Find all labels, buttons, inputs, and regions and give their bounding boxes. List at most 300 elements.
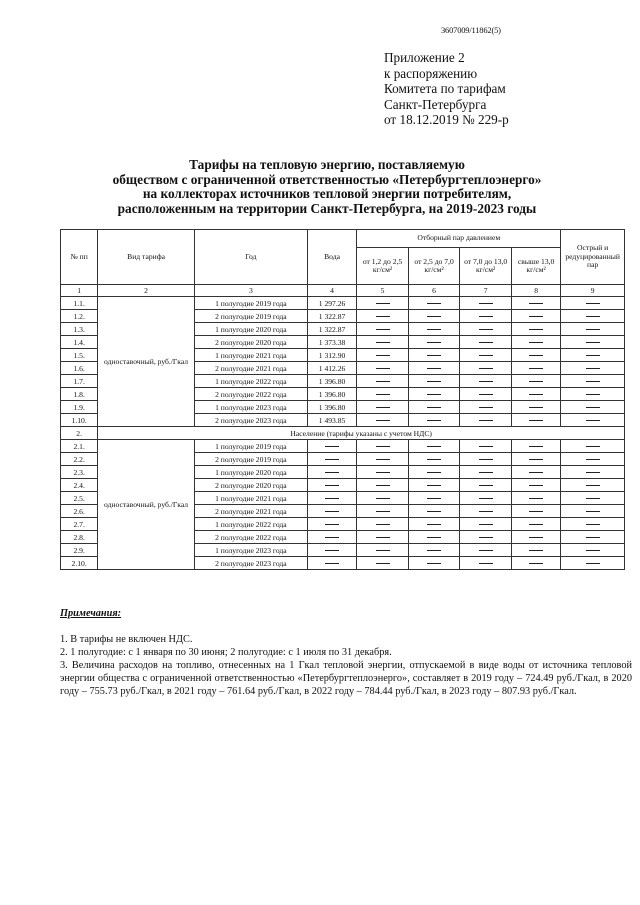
dash-mark bbox=[427, 459, 441, 460]
dash-mark bbox=[427, 342, 441, 343]
dash-mark bbox=[376, 472, 390, 473]
dash-mark bbox=[325, 446, 339, 447]
empty-value-cell bbox=[307, 518, 356, 531]
dash-mark bbox=[325, 498, 339, 499]
dash-mark bbox=[529, 394, 543, 395]
dash-mark bbox=[325, 550, 339, 551]
empty-value-cell bbox=[460, 362, 512, 375]
dash-mark bbox=[479, 303, 493, 304]
dash-mark bbox=[586, 563, 600, 564]
empty-value-cell bbox=[460, 401, 512, 414]
empty-value-cell bbox=[408, 297, 460, 310]
dash-mark bbox=[479, 420, 493, 421]
dash-mark bbox=[479, 485, 493, 486]
period-cell: 2 полугодие 2020 года bbox=[194, 336, 307, 349]
dash-mark bbox=[586, 394, 600, 395]
dash-mark bbox=[376, 381, 390, 382]
title-line: расположенным на территории Санкт-Петербурга, на 2019-2023 годы bbox=[117, 200, 537, 216]
empty-value-cell bbox=[408, 505, 460, 518]
dash-mark bbox=[479, 511, 493, 512]
empty-value-cell bbox=[408, 479, 460, 492]
period-cell: 1 полугодие 2023 года bbox=[194, 401, 307, 414]
dash-mark bbox=[376, 316, 390, 317]
empty-value-cell bbox=[307, 479, 356, 492]
section-label: Население (тарифы указаны с учетом НДС) bbox=[98, 427, 625, 440]
header-steam-group: Отборный пар давлением bbox=[357, 230, 561, 248]
dash-mark bbox=[427, 355, 441, 356]
dash-mark bbox=[325, 485, 339, 486]
empty-value-cell bbox=[561, 310, 625, 323]
dash-mark bbox=[529, 563, 543, 564]
empty-value-cell bbox=[511, 479, 560, 492]
empty-value-cell bbox=[460, 453, 512, 466]
empty-value-cell bbox=[460, 544, 512, 557]
period-cell: 2 полугодие 2022 года bbox=[194, 388, 307, 401]
dash-mark bbox=[586, 550, 600, 551]
row-number: 1.5. bbox=[61, 349, 98, 362]
row-number: 2.6. bbox=[61, 505, 98, 518]
empty-value-cell bbox=[408, 492, 460, 505]
empty-value-cell bbox=[511, 349, 560, 362]
empty-value-cell bbox=[307, 531, 356, 544]
row-number: 1.2. bbox=[61, 310, 98, 323]
empty-value-cell bbox=[408, 544, 460, 557]
dash-mark bbox=[479, 498, 493, 499]
empty-value-cell bbox=[460, 531, 512, 544]
dash-mark bbox=[529, 381, 543, 382]
period-cell: 1 полугодие 2020 года bbox=[194, 323, 307, 336]
water-tariff-cell: 1 322.87 bbox=[307, 323, 356, 336]
title-line: Тарифы на тепловую энергию, поставляемую bbox=[189, 157, 465, 172]
row-number: 1.1. bbox=[61, 297, 98, 310]
column-number-row bbox=[61, 285, 625, 297]
section-number: 2. bbox=[61, 427, 98, 440]
column-number: 3 bbox=[194, 285, 307, 297]
column-number: 2 bbox=[98, 285, 195, 297]
empty-value-cell bbox=[307, 440, 356, 453]
column-number: 7 bbox=[460, 285, 512, 297]
empty-value-cell bbox=[561, 505, 625, 518]
tariff-type-cell: одноставочный, руб./Гкал bbox=[98, 297, 195, 427]
row-number: 2.7. bbox=[61, 518, 98, 531]
empty-value-cell bbox=[307, 544, 356, 557]
column-number: 1 bbox=[61, 285, 98, 297]
row-number: 2.10. bbox=[61, 557, 98, 570]
empty-value-cell bbox=[561, 557, 625, 570]
header-water: Вода bbox=[307, 230, 356, 285]
dash-mark bbox=[586, 511, 600, 512]
dash-mark bbox=[529, 342, 543, 343]
empty-value-cell bbox=[561, 531, 625, 544]
row-number: 1.4. bbox=[61, 336, 98, 349]
empty-value-cell bbox=[408, 414, 460, 427]
dash-mark bbox=[325, 524, 339, 525]
empty-value-cell bbox=[460, 505, 512, 518]
dash-mark bbox=[427, 303, 441, 304]
period-cell: 1 полугодие 2022 года bbox=[194, 518, 307, 531]
dash-mark bbox=[529, 524, 543, 525]
empty-value-cell bbox=[408, 323, 460, 336]
header-year: Год bbox=[194, 230, 307, 285]
empty-value-cell bbox=[561, 466, 625, 479]
dash-mark bbox=[325, 459, 339, 460]
appendix-block bbox=[384, 50, 509, 128]
empty-value-cell bbox=[460, 349, 512, 362]
water-tariff-cell: 1 322.87 bbox=[307, 310, 356, 323]
dash-mark bbox=[529, 511, 543, 512]
period-cell: 2 полугодие 2021 года bbox=[194, 505, 307, 518]
empty-value-cell bbox=[408, 401, 460, 414]
water-tariff-cell: 1 373.38 bbox=[307, 336, 356, 349]
dash-mark bbox=[529, 368, 543, 369]
empty-value-cell bbox=[307, 492, 356, 505]
empty-value-cell bbox=[408, 388, 460, 401]
dash-mark bbox=[376, 394, 390, 395]
appendix-line: Приложение 2 bbox=[384, 50, 465, 65]
dash-mark bbox=[427, 511, 441, 512]
empty-value-cell bbox=[408, 440, 460, 453]
empty-value-cell bbox=[561, 440, 625, 453]
empty-value-cell bbox=[511, 557, 560, 570]
dash-mark bbox=[376, 524, 390, 525]
dash-mark bbox=[586, 407, 600, 408]
empty-value-cell bbox=[511, 518, 560, 531]
dash-mark bbox=[586, 368, 600, 369]
dash-mark bbox=[376, 485, 390, 486]
empty-value-cell bbox=[357, 557, 409, 570]
empty-value-cell bbox=[511, 310, 560, 323]
empty-value-cell bbox=[307, 466, 356, 479]
empty-value-cell bbox=[408, 453, 460, 466]
dash-mark bbox=[479, 537, 493, 538]
document-id: 3607009/11862(5) bbox=[441, 25, 501, 35]
empty-value-cell bbox=[357, 297, 409, 310]
empty-value-cell bbox=[357, 479, 409, 492]
empty-value-cell bbox=[511, 401, 560, 414]
dash-mark bbox=[427, 563, 441, 564]
empty-value-cell bbox=[561, 323, 625, 336]
empty-value-cell bbox=[460, 479, 512, 492]
empty-value-cell bbox=[511, 466, 560, 479]
water-tariff-cell: 1 493.85 bbox=[307, 414, 356, 427]
empty-value-cell bbox=[460, 375, 512, 388]
water-tariff-cell: 1 396.80 bbox=[307, 401, 356, 414]
dash-mark bbox=[427, 446, 441, 447]
dash-mark bbox=[427, 368, 441, 369]
dash-mark bbox=[376, 511, 390, 512]
dash-mark bbox=[586, 329, 600, 330]
empty-value-cell bbox=[357, 544, 409, 557]
title-line: на коллекторах источников тепловой энергии потребителям, bbox=[142, 186, 512, 202]
row-number: 1.9. bbox=[61, 401, 98, 414]
dash-mark bbox=[529, 329, 543, 330]
dash-mark bbox=[427, 329, 441, 330]
water-tariff-cell: 1 312.90 bbox=[307, 349, 356, 362]
appendix-line: от 18.12.2019 № 229-р bbox=[384, 112, 509, 127]
dash-mark bbox=[427, 472, 441, 473]
empty-value-cell bbox=[511, 453, 560, 466]
empty-value-cell bbox=[561, 518, 625, 531]
dash-mark bbox=[479, 472, 493, 473]
period-cell: 1 полугодие 2020 года bbox=[194, 466, 307, 479]
empty-value-cell bbox=[357, 401, 409, 414]
empty-value-cell bbox=[357, 440, 409, 453]
table-row bbox=[61, 297, 625, 310]
row-number: 1.10. bbox=[61, 414, 98, 427]
dash-mark bbox=[325, 511, 339, 512]
dash-mark bbox=[479, 550, 493, 551]
dash-mark bbox=[479, 407, 493, 408]
column-number: 6 bbox=[408, 285, 460, 297]
period-cell: 1 полугодие 2021 года bbox=[194, 349, 307, 362]
dash-mark bbox=[427, 407, 441, 408]
tariff-type-cell: одноставочный, руб./Гкал bbox=[98, 440, 195, 570]
dash-mark bbox=[376, 498, 390, 499]
dash-mark bbox=[479, 563, 493, 564]
note-item: 2. 1 полугодие: с 1 января по 30 июня; 2 полугодие: с 1 июля по 31 декабря. bbox=[60, 647, 392, 658]
dash-mark bbox=[376, 537, 390, 538]
empty-value-cell bbox=[511, 414, 560, 427]
empty-value-cell bbox=[460, 518, 512, 531]
empty-value-cell bbox=[357, 531, 409, 544]
dash-mark bbox=[427, 316, 441, 317]
dash-mark bbox=[479, 524, 493, 525]
dash-mark bbox=[427, 485, 441, 486]
empty-value-cell bbox=[511, 323, 560, 336]
empty-value-cell bbox=[357, 414, 409, 427]
empty-value-cell bbox=[460, 557, 512, 570]
column-number: 5 bbox=[357, 285, 409, 297]
header-tariff-type: Вид тарифа bbox=[98, 230, 195, 285]
header-steam-2: от 2,5 до 7,0 кг/см² bbox=[408, 248, 460, 285]
dash-mark bbox=[529, 498, 543, 499]
dash-mark bbox=[586, 420, 600, 421]
dash-mark bbox=[529, 472, 543, 473]
dash-mark bbox=[479, 342, 493, 343]
dash-mark bbox=[479, 446, 493, 447]
row-number: 1.3. bbox=[61, 323, 98, 336]
empty-value-cell bbox=[511, 297, 560, 310]
row-number: 1.8. bbox=[61, 388, 98, 401]
empty-value-cell bbox=[357, 310, 409, 323]
period-cell: 2 полугодие 2019 года bbox=[194, 453, 307, 466]
empty-value-cell bbox=[511, 505, 560, 518]
row-number: 2.2. bbox=[61, 453, 98, 466]
row-number: 2.3. bbox=[61, 466, 98, 479]
empty-value-cell bbox=[511, 362, 560, 375]
period-cell: 1 полугодие 2019 года bbox=[194, 297, 307, 310]
empty-value-cell bbox=[561, 297, 625, 310]
dash-mark bbox=[529, 550, 543, 551]
dash-mark bbox=[529, 446, 543, 447]
empty-value-cell bbox=[357, 336, 409, 349]
dash-mark bbox=[427, 524, 441, 525]
empty-value-cell bbox=[357, 505, 409, 518]
empty-value-cell bbox=[511, 440, 560, 453]
dash-mark bbox=[586, 316, 600, 317]
dash-mark bbox=[586, 342, 600, 343]
period-cell: 2 полугодие 2023 года bbox=[194, 414, 307, 427]
dash-mark bbox=[376, 420, 390, 421]
note-item: 1. В тарифы не включен НДС. bbox=[60, 634, 193, 645]
empty-value-cell bbox=[408, 466, 460, 479]
document-title bbox=[0, 158, 640, 216]
empty-value-cell bbox=[561, 336, 625, 349]
period-cell: 1 полугодие 2019 года bbox=[194, 440, 307, 453]
empty-value-cell bbox=[408, 310, 460, 323]
empty-value-cell bbox=[561, 362, 625, 375]
table-row bbox=[61, 440, 625, 453]
empty-value-cell bbox=[460, 440, 512, 453]
dash-mark bbox=[586, 472, 600, 473]
row-number: 2.8. bbox=[61, 531, 98, 544]
water-tariff-cell: 1 412.26 bbox=[307, 362, 356, 375]
empty-value-cell bbox=[561, 492, 625, 505]
header-steam-1: от 1,2 до 2,5 кг/см² bbox=[357, 248, 409, 285]
empty-value-cell bbox=[357, 388, 409, 401]
empty-value-cell bbox=[460, 297, 512, 310]
dash-mark bbox=[376, 446, 390, 447]
water-tariff-cell: 1 396.80 bbox=[307, 388, 356, 401]
empty-value-cell bbox=[408, 557, 460, 570]
header-num: № пп bbox=[61, 230, 98, 285]
dash-mark bbox=[586, 355, 600, 356]
dash-mark bbox=[376, 303, 390, 304]
empty-value-cell bbox=[561, 401, 625, 414]
empty-value-cell bbox=[511, 375, 560, 388]
dash-mark bbox=[376, 329, 390, 330]
tariff-table bbox=[60, 229, 625, 570]
column-number: 9 bbox=[561, 285, 625, 297]
empty-value-cell bbox=[307, 505, 356, 518]
empty-value-cell bbox=[357, 518, 409, 531]
dash-mark bbox=[529, 407, 543, 408]
dash-mark bbox=[376, 550, 390, 551]
period-cell: 2 полугодие 2023 года bbox=[194, 557, 307, 570]
dash-mark bbox=[529, 459, 543, 460]
period-cell: 2 полугодие 2021 года bbox=[194, 362, 307, 375]
row-number: 2.9. bbox=[61, 544, 98, 557]
empty-value-cell bbox=[408, 531, 460, 544]
dash-mark bbox=[529, 303, 543, 304]
empty-value-cell bbox=[408, 336, 460, 349]
row-number: 2.1. bbox=[61, 440, 98, 453]
empty-value-cell bbox=[460, 336, 512, 349]
notes-heading: Примечания: bbox=[60, 608, 122, 619]
empty-value-cell bbox=[561, 388, 625, 401]
title-line: обществом с ограниченной ответственностью «Петербургтеплоэнерго» bbox=[112, 171, 542, 187]
appendix-line: Санкт-Петербурга bbox=[384, 96, 487, 112]
appendix-line: Комитета по тарифам bbox=[384, 81, 506, 96]
empty-value-cell bbox=[408, 518, 460, 531]
empty-value-cell bbox=[561, 453, 625, 466]
notes-block bbox=[60, 607, 632, 698]
dash-mark bbox=[479, 394, 493, 395]
dash-mark bbox=[529, 537, 543, 538]
dash-mark bbox=[586, 381, 600, 382]
empty-value-cell bbox=[561, 349, 625, 362]
empty-value-cell bbox=[561, 479, 625, 492]
column-number: 8 bbox=[511, 285, 560, 297]
empty-value-cell bbox=[460, 466, 512, 479]
dash-mark bbox=[427, 498, 441, 499]
dash-mark bbox=[325, 563, 339, 564]
dash-mark bbox=[586, 485, 600, 486]
dash-mark bbox=[586, 524, 600, 525]
empty-value-cell bbox=[511, 544, 560, 557]
section-row bbox=[61, 427, 625, 440]
dash-mark bbox=[376, 342, 390, 343]
dash-mark bbox=[479, 368, 493, 369]
note-item: 3. Величина расходов на топливо, отнесенных на 1 Гкал тепловой энергии, отпускаемой в виде воды от источника тепловой энергии общества с ограниченной ответственностью «Петербургтеплоэнерго», составляет в 2019 году – 724.49 руб./Гкал, в 2020 году – 755.73 руб./Гкал, в 2021 году – 761.64 руб./Гкал, в 2022 году – 784.44 руб./Гкал, в 2023 году – 807.93 руб./Гкал. bbox=[60, 660, 632, 697]
dash-mark bbox=[529, 316, 543, 317]
period-cell: 2 полугодие 2022 года bbox=[194, 531, 307, 544]
empty-value-cell bbox=[561, 414, 625, 427]
dash-mark bbox=[529, 420, 543, 421]
empty-value-cell bbox=[357, 362, 409, 375]
dash-mark bbox=[586, 537, 600, 538]
water-tariff-cell: 1 297.26 bbox=[307, 297, 356, 310]
dash-mark bbox=[529, 355, 543, 356]
column-number: 4 bbox=[307, 285, 356, 297]
empty-value-cell bbox=[307, 453, 356, 466]
dash-mark bbox=[586, 459, 600, 460]
dash-mark bbox=[427, 420, 441, 421]
empty-value-cell bbox=[357, 453, 409, 466]
empty-value-cell bbox=[408, 362, 460, 375]
empty-value-cell bbox=[408, 349, 460, 362]
empty-value-cell bbox=[460, 414, 512, 427]
dash-mark bbox=[427, 550, 441, 551]
period-cell: 2 полугодие 2020 года bbox=[194, 479, 307, 492]
dash-mark bbox=[376, 563, 390, 564]
empty-value-cell bbox=[460, 492, 512, 505]
dash-mark bbox=[586, 446, 600, 447]
header-steam-4: свыше 13,0 кг/см² bbox=[511, 248, 560, 285]
dash-mark bbox=[427, 381, 441, 382]
water-tariff-cell: 1 396.80 bbox=[307, 375, 356, 388]
empty-value-cell bbox=[357, 375, 409, 388]
empty-value-cell bbox=[357, 323, 409, 336]
row-number: 1.7. bbox=[61, 375, 98, 388]
empty-value-cell bbox=[511, 336, 560, 349]
dash-mark bbox=[586, 498, 600, 499]
dash-mark bbox=[376, 459, 390, 460]
period-cell: 2 полугодие 2019 года bbox=[194, 310, 307, 323]
dash-mark bbox=[479, 316, 493, 317]
empty-value-cell bbox=[511, 388, 560, 401]
row-number: 2.5. bbox=[61, 492, 98, 505]
empty-value-cell bbox=[357, 466, 409, 479]
empty-value-cell bbox=[460, 310, 512, 323]
appendix-line: к распоряжению bbox=[384, 65, 478, 81]
empty-value-cell bbox=[357, 349, 409, 362]
empty-value-cell bbox=[460, 323, 512, 336]
row-number: 1.6. bbox=[61, 362, 98, 375]
dash-mark bbox=[479, 329, 493, 330]
dash-mark bbox=[479, 459, 493, 460]
dash-mark bbox=[479, 355, 493, 356]
empty-value-cell bbox=[307, 557, 356, 570]
row-number: 2.4. bbox=[61, 479, 98, 492]
empty-value-cell bbox=[357, 492, 409, 505]
empty-value-cell bbox=[511, 531, 560, 544]
dash-mark bbox=[325, 537, 339, 538]
dash-mark bbox=[427, 394, 441, 395]
empty-value-cell bbox=[511, 492, 560, 505]
period-cell: 1 полугодие 2023 года bbox=[194, 544, 307, 557]
header-sharp-steam: Острый и редуцированный пар bbox=[561, 230, 625, 285]
